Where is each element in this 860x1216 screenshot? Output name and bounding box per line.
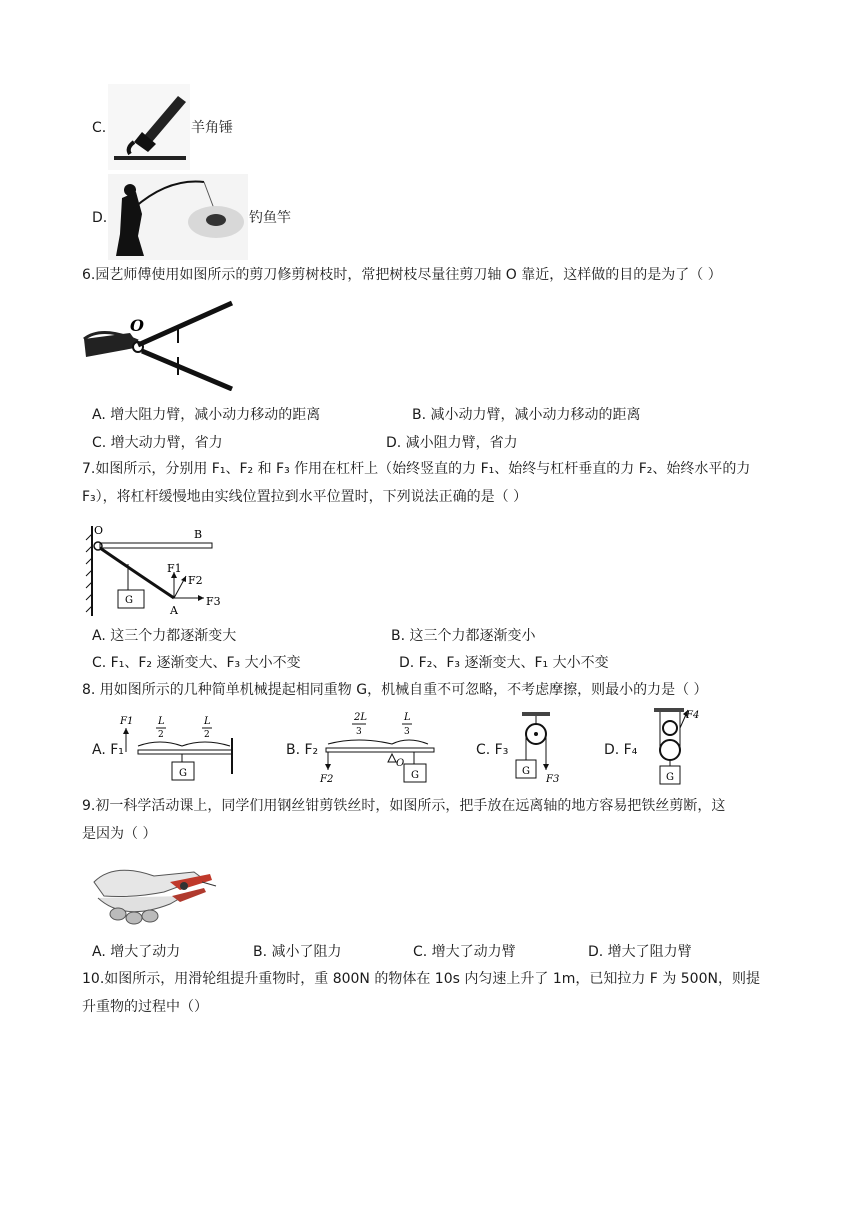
- svg-text:O: O: [396, 758, 405, 769]
- q7-option-c[interactable]: C. F₁、F₂ 逐渐变大、F₃ 大小不变: [92, 655, 301, 671]
- claw-hammer-image: [108, 84, 190, 170]
- svg-text:F3: F3: [546, 774, 560, 784]
- lever-forces-figure: [82, 520, 232, 620]
- q7-stem-line1: 7.如图所示，分别用 F₁、F₂ 和 F₃ 作用在杠杆上（始终竖直的力 F₁、始终与杠杆垂直的力 F₂、始终水平的力: [82, 461, 751, 477]
- q6-option-c[interactable]: C. 增大动力臂，省力: [92, 435, 223, 451]
- q5-option-c-caption: 羊角锤: [191, 120, 233, 136]
- q6-option-a[interactable]: A. 增大阻力臂，减小动力移动的距离: [92, 407, 321, 423]
- svg-text:F3: F3: [206, 595, 221, 608]
- svg-text:G: G: [522, 766, 530, 777]
- q9-option-a[interactable]: A. 增大了动力: [92, 944, 181, 960]
- q9-stem-line1: 9.初一科学活动课上，同学们用钢丝钳剪铁丝时，如图所示，把手放在远离轴的地方容易把铁丝剪断，这: [82, 798, 726, 814]
- svg-text:B: B: [194, 528, 203, 541]
- pruning-shears-figure: [82, 295, 238, 391]
- svg-text:3: 3: [404, 727, 410, 737]
- q8-option-d[interactable]: D. F₄: [604, 742, 638, 758]
- svg-text:2L: 2L: [354, 712, 368, 723]
- svg-text:3: 3: [356, 727, 362, 737]
- fixed-pulley-diagram: [512, 710, 560, 784]
- lever-diagram-f2: [318, 706, 444, 788]
- fishing-rod-image: [108, 174, 248, 260]
- q10-stem-line1: 10.如图所示，用滑轮组提升重物时，重 800N 的物体在 10s 内匀速上升了 1m，已知拉力 F 为 500N，则提: [82, 971, 760, 987]
- svg-text:F2: F2: [320, 774, 334, 785]
- svg-text:G: G: [666, 772, 674, 783]
- svg-text:F1: F1: [120, 716, 134, 727]
- q9-option-d[interactable]: D. 增大了阻力臂: [588, 944, 692, 960]
- q10-stem-line2: 升重物的过程中（）: [82, 999, 208, 1015]
- svg-text:2: 2: [204, 730, 210, 740]
- svg-text:F1: F1: [167, 562, 182, 575]
- q8-option-c[interactable]: C. F₃: [476, 742, 509, 758]
- q7-option-d[interactable]: D. F₂、F₃ 逐渐变大、F₁ 大小不变: [399, 655, 609, 671]
- q8-option-a[interactable]: A. F₁: [92, 742, 124, 758]
- svg-text:L: L: [158, 716, 165, 727]
- svg-text:G: G: [125, 595, 133, 606]
- q7-option-a[interactable]: A. 这三个力都逐渐变大: [92, 628, 237, 644]
- pivot-o-label: O: [130, 316, 144, 335]
- svg-text:F4: F4: [686, 710, 700, 721]
- q8-option-b[interactable]: B. F₂: [286, 742, 319, 758]
- svg-text:2: 2: [158, 730, 164, 740]
- svg-text:L: L: [204, 716, 211, 727]
- q5-option-c-label: C.: [92, 120, 107, 136]
- svg-text:L: L: [404, 712, 411, 723]
- q8-stem: 8. 用如图所示的几种简单机械提起相同重物 G，机械自重不可忽略，不考虑摩擦，则最小的力是（ ）: [82, 682, 708, 698]
- svg-text:O: O: [94, 524, 104, 537]
- q5-option-d-label: D.: [92, 210, 108, 226]
- svg-text:F2: F2: [188, 574, 203, 587]
- svg-text:G: G: [179, 768, 187, 779]
- q6-option-d[interactable]: D. 减小阻力臂，省力: [386, 435, 518, 451]
- svg-text:G: G: [411, 770, 419, 781]
- q6-option-b[interactable]: B. 减小动力臂，减小动力移动的距离: [412, 407, 641, 423]
- wire-cutters-hand-image: [84, 852, 218, 934]
- q7-option-b[interactable]: B. 这三个力都逐渐变小: [391, 628, 536, 644]
- lever-diagram-f1: [118, 708, 240, 788]
- q9-option-b[interactable]: B. 减小了阻力: [253, 944, 342, 960]
- q7-stem-line2: F₃），将杠杆缓慢地由实线位置拉到水平位置时，下列说法正确的是（ ）: [82, 489, 528, 505]
- q9-stem-line2: 是因为（ ）: [82, 826, 157, 842]
- q5-option-d-caption: 钓鱼竿: [249, 210, 291, 226]
- q9-option-c[interactable]: C. 增大了动力臂: [413, 944, 516, 960]
- q6-stem: 6.园艺师傅使用如图所示的剪刀修剪树枝时，常把树枝尽量往剪刀轴 O 靠近，这样做的目的是为了（ ）: [82, 267, 722, 283]
- svg-text:A: A: [170, 604, 178, 617]
- movable-pulley-diagram: [648, 706, 702, 788]
